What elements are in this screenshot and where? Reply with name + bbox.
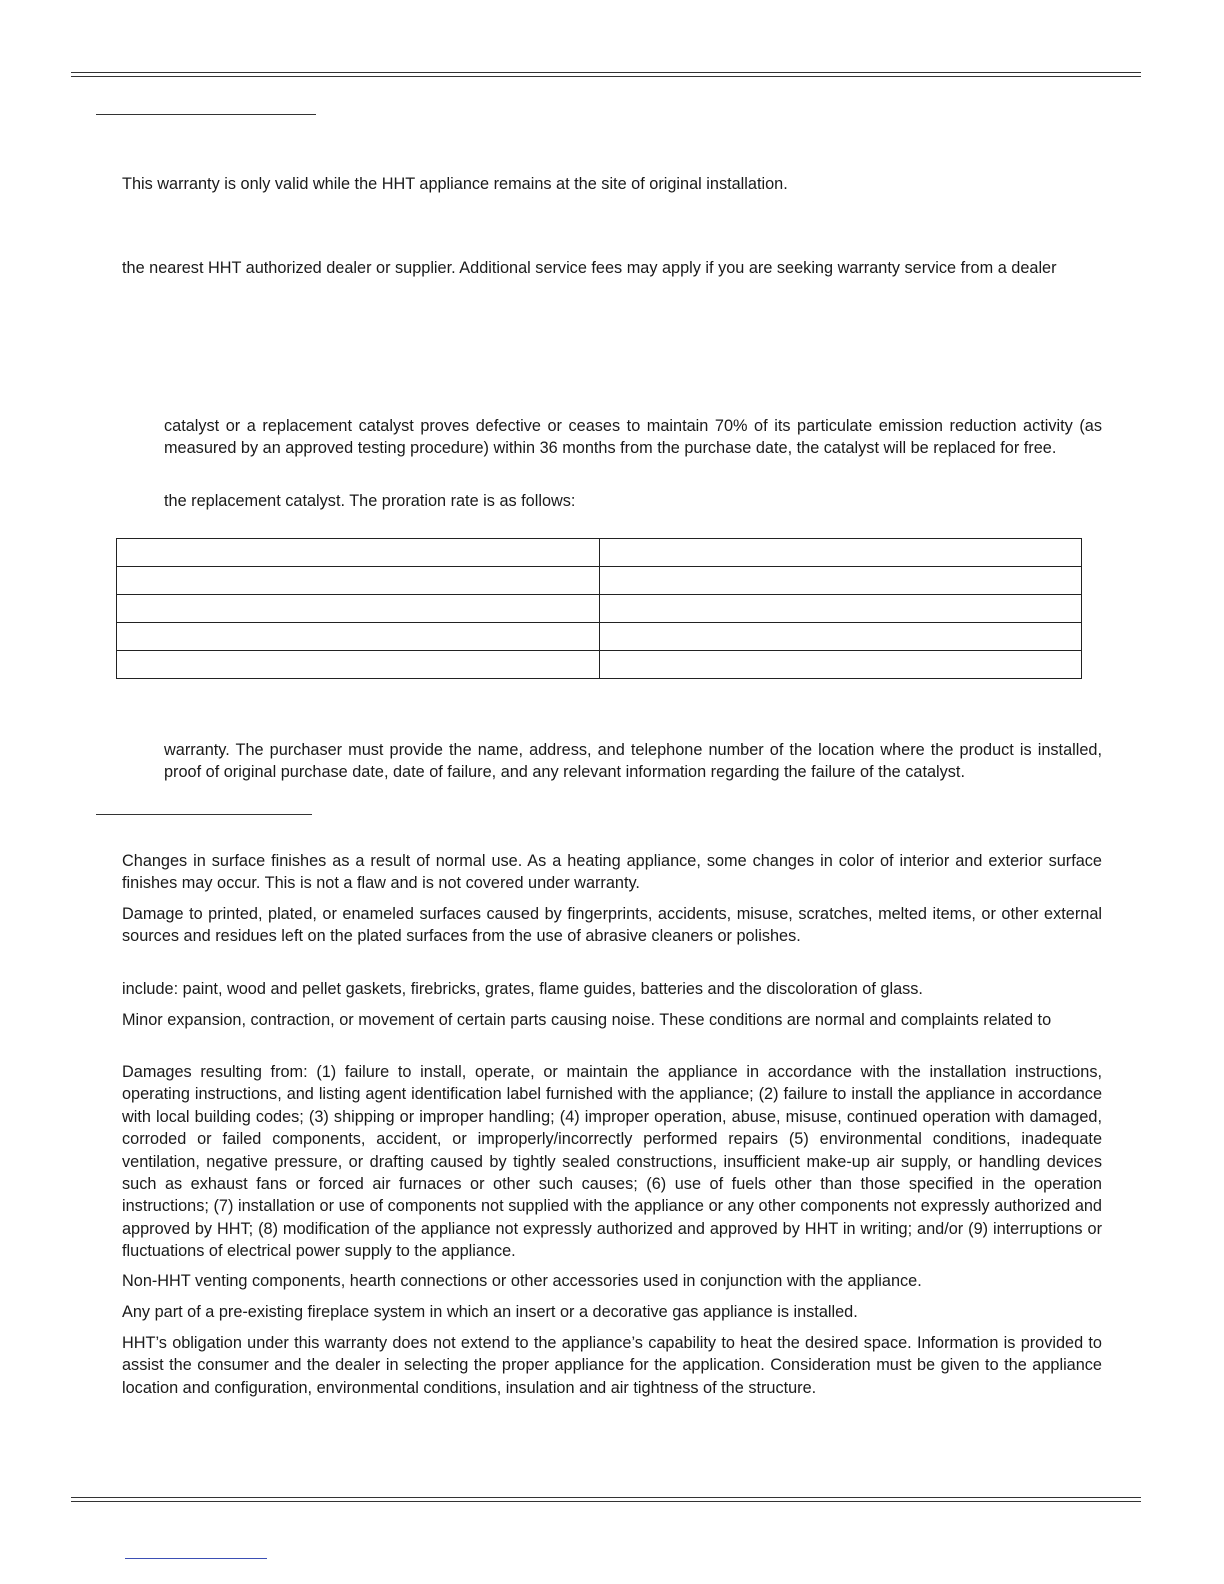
exclusion-venting: Non-HHT venting components, hearth connections or other accessories used in conjunction with the appliance. (122, 1272, 922, 1290)
claim-requirements-paragraph: warranty. The purchaser must provide the name, address, and telephone number of the location where the product is installed, proof of original purchase date, date of failure, and any relevant information regarding the failure of the catalyst. (164, 741, 1102, 782)
table-cell-rate (599, 539, 1082, 567)
exclusion-heating-capability: HHT’s obligation under this warranty does not extend to the appliance’s capability to heat the desired space. Information is provided to assist the consumer and the dealer in selecting the proper appliance for the application. Consideration must be given to the appliance location and configuration, environmental conditions, insulation and air tightness of the structure. (122, 1334, 1102, 1397)
catalyst-warranty-paragraph: catalyst or a replacement catalyst proves defective or ceases to maintain 70% of its particulate emission reduction activity (as measured by an approved testing procedure) within 36 months from the purchase date, the catalyst will be replaced for free. (164, 417, 1102, 458)
proration-table (116, 538, 1082, 679)
table-row (117, 651, 1082, 679)
table-row (117, 567, 1082, 595)
section-heading-underline (96, 114, 316, 115)
exclusion-preexisting-fireplace: Any part of a pre-existing fireplace system in which an insert or a decorative gas appliance is installed. (122, 1303, 858, 1321)
exclusion-consumable-parts: include: paint, wood and pellet gaskets, firebricks, grates, flame guides, batteries and the discoloration of glass. (122, 980, 923, 998)
footer-link-underline[interactable] (125, 1558, 267, 1559)
footer-rule (71, 1497, 1141, 1502)
exclusion-damages: Damages resulting from: (1) failure to install, operate, or maintain the appliance in accordance with the installation instructions, operating instructions, and listing agent identification label furnished with the appliance; (2) failure to install the appliance in accordance with local building codes; (3) shipping or improper handling; (4) improper operation, abuse, misuse, continued operation with damaged, corroded or failed components, accident, or improperly/incorrectly performed repairs (5) environmental conditions, inadequate ventilation, negative pressure, or drafting caused by tightly sealed constructions, insufficient make-up air supply, or handling devices such as exhaust fans or forced air furnaces or other such causes; (6) use of fuels other than those specified in the operation instructions; (7) installation or use of components not supplied with the appliance or any other components not expressly authorized and approved by HHT; (8) modification of the appliance not expressly authorized and approved by HHT in writing; and/or (9) interruptions or fluctuations of electrical power supply to the appliance. (122, 1063, 1102, 1261)
table-cell-period (117, 539, 600, 567)
table-cell-period (117, 623, 600, 651)
table-cell-period (117, 567, 600, 595)
proration-intro-paragraph: the replacement catalyst. The proration rate is as follows: (164, 492, 576, 510)
table-row (117, 595, 1082, 623)
exclusion-noise: Minor expansion, contraction, or movement of certain parts causing noise. These conditions are normal and complaints related to (122, 1011, 1052, 1029)
warranty-site-paragraph: This warranty is only valid while the HHT appliance remains at the site of original installation. (122, 175, 788, 193)
table-cell-rate (599, 595, 1082, 623)
header-rule (71, 72, 1141, 77)
exclusion-plated-surfaces: Damage to printed, plated, or enameled surfaces caused by fingerprints, accidents, misuse, scratches, melted items, or other external sources and residues left on the plated surfaces from the use of abrasive cleaners or polishes. (122, 905, 1102, 946)
table-cell-period (117, 595, 600, 623)
table-cell-period (117, 651, 600, 679)
table-cell-rate (599, 623, 1082, 651)
table-row (117, 623, 1082, 651)
table-cell-rate (599, 567, 1082, 595)
table-row (117, 539, 1082, 567)
table-cell-rate (599, 651, 1082, 679)
exclusions-heading-underline (96, 814, 312, 815)
dealer-service-paragraph: the nearest HHT authorized dealer or supplier. Additional service fees may apply if you are seeking warranty service from a dealer (122, 259, 1057, 277)
exclusion-surface-finishes: Changes in surface finishes as a result of normal use. As a heating appliance, some changes in color of interior and exterior surface finishes may occur. This is not a flaw and is not covered under warranty. (122, 852, 1102, 893)
